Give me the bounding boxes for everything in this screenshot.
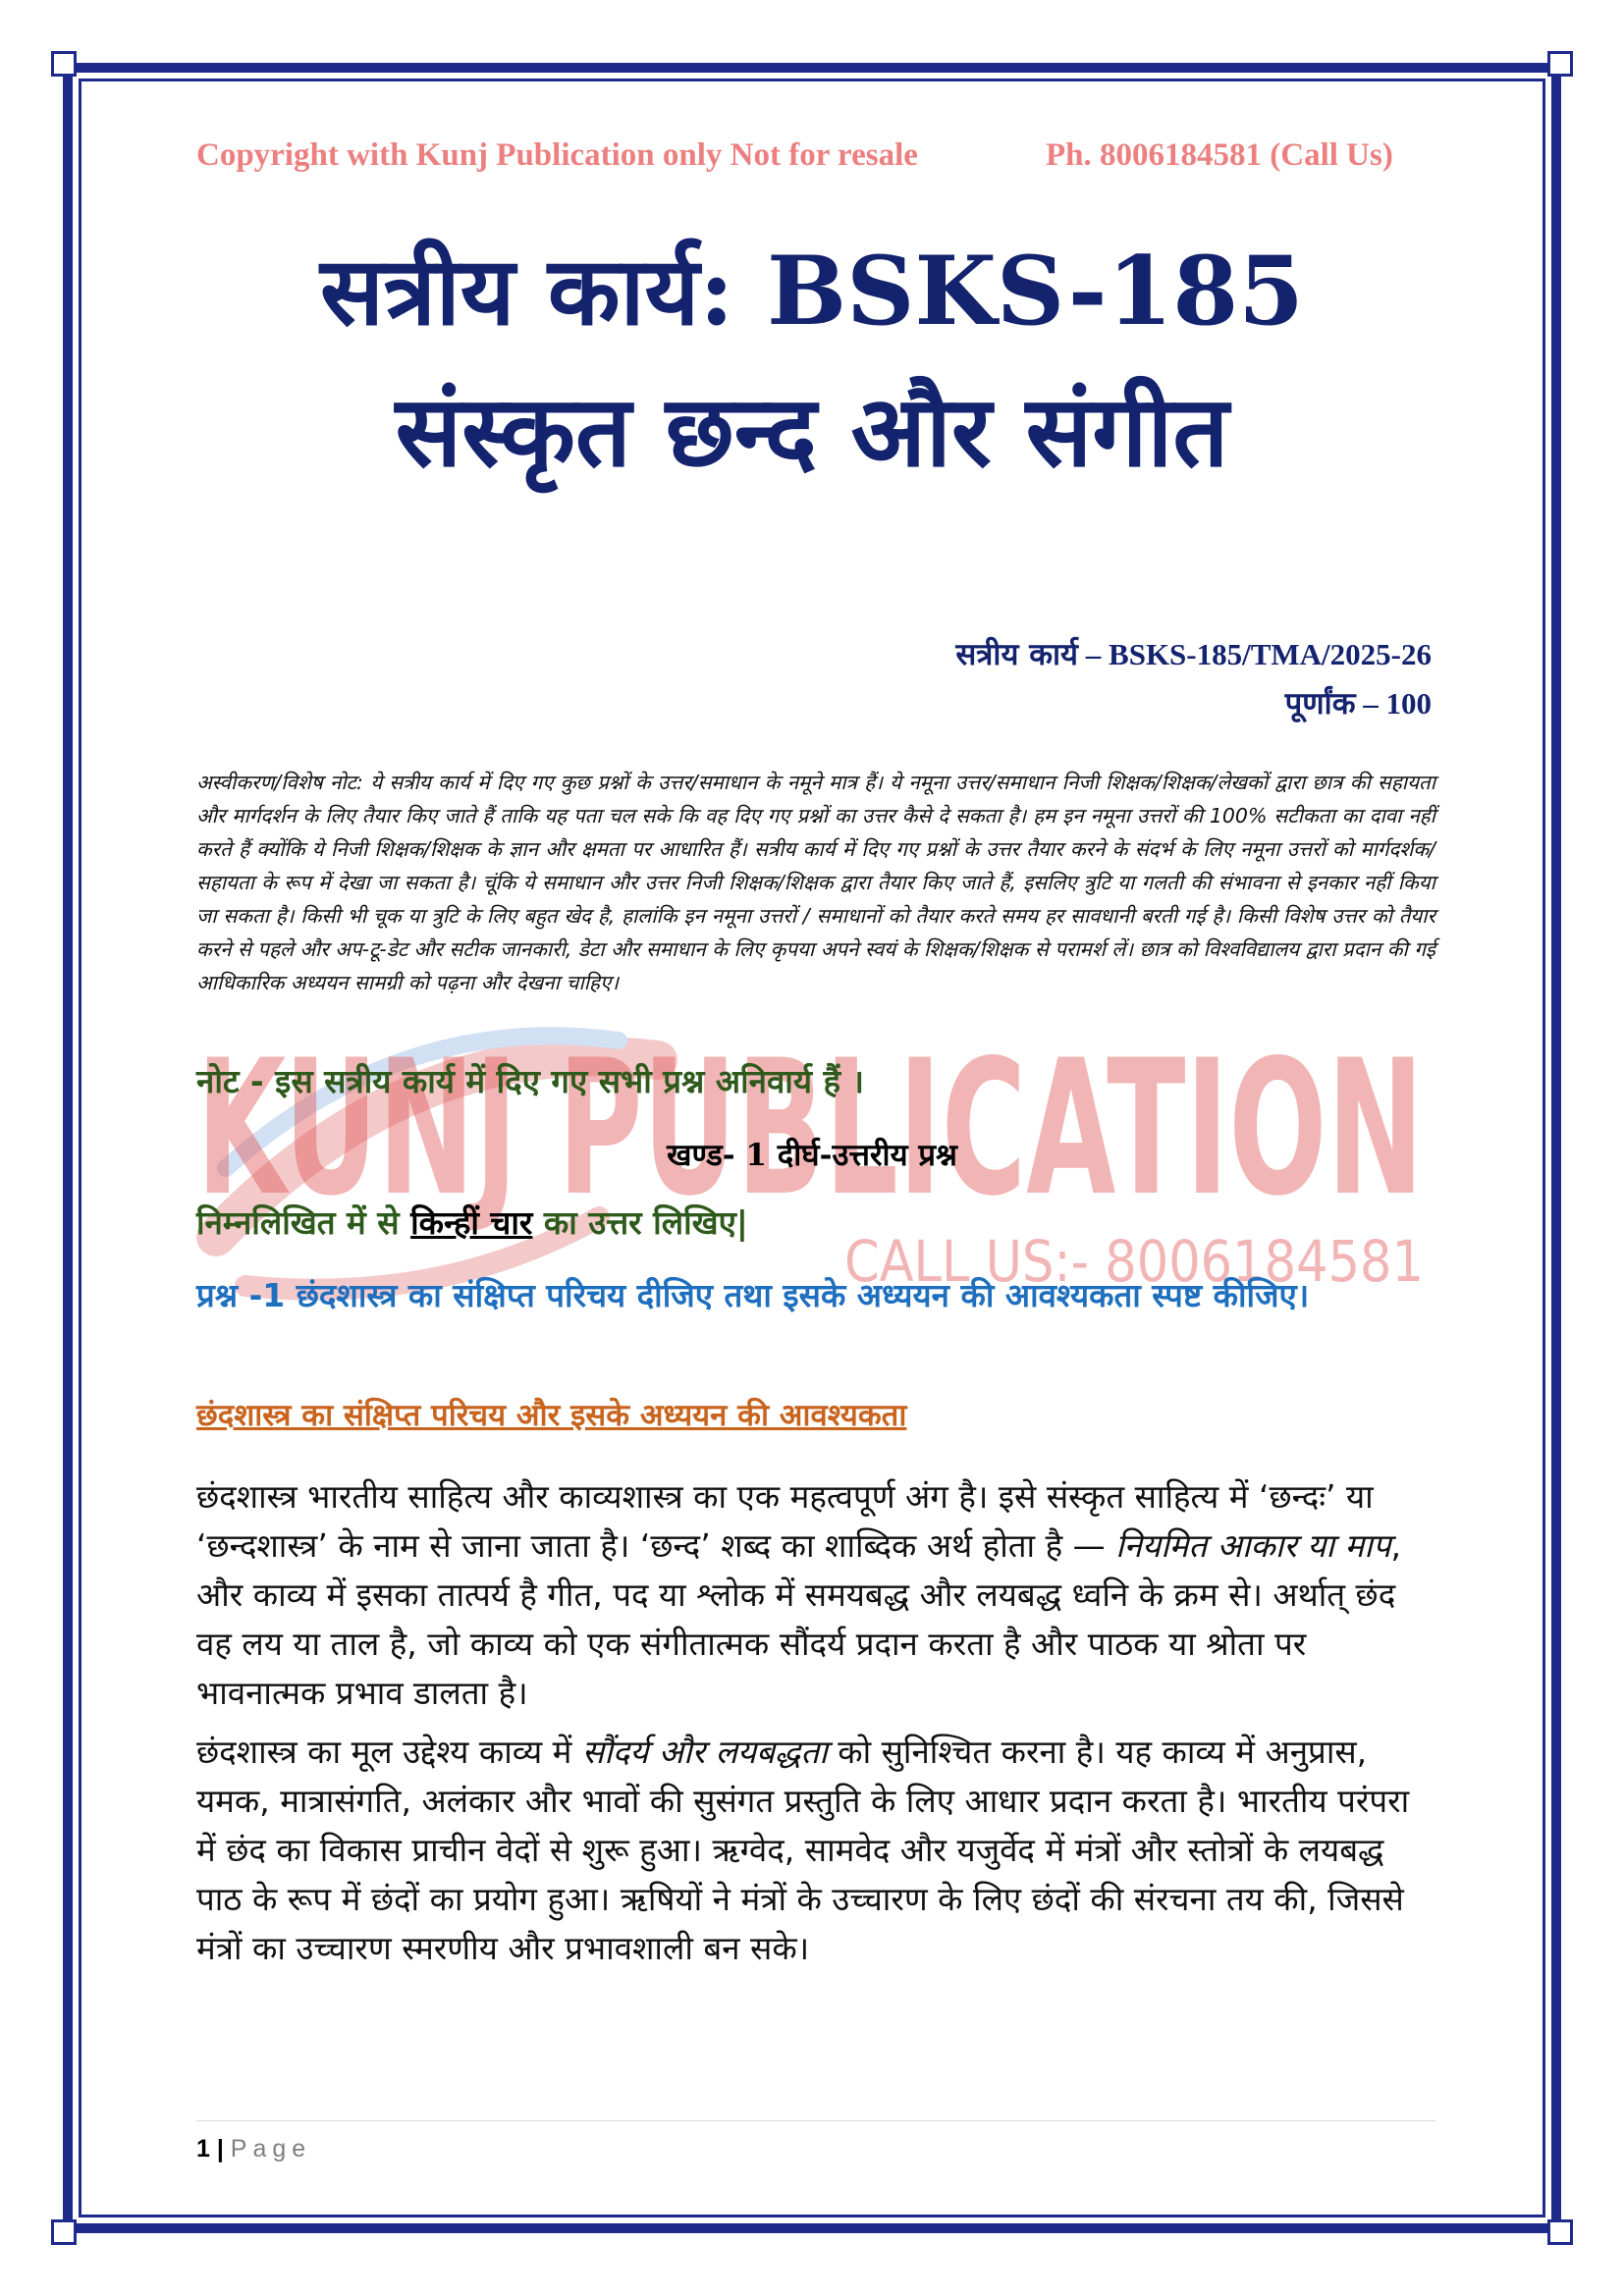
marks-label: पूर्णांक	[1284, 686, 1356, 721]
page-separator: |	[209, 2135, 231, 2163]
para1-emphasis: नियमित आकार या माप	[1115, 1526, 1391, 1565]
answer-heading: छंदशास्त्र का संक्षिप्त परिचय और इसके अध्ययन की आवश्यकता	[196, 1398, 907, 1433]
title-line-2: संस्कृत छन्द और संगीत	[395, 373, 1229, 489]
instruction-underlined: किन्हीं चार	[410, 1203, 533, 1242]
corner-ornament-bottom-left	[51, 2219, 77, 2245]
assignment-label: सत्रीय कार्य	[955, 637, 1079, 672]
answer-paragraph-2	[196, 1728, 1435, 1973]
instruction-line	[196, 1200, 748, 1244]
corner-ornament-top-left	[51, 51, 77, 77]
corner-ornament-top-right	[1547, 51, 1573, 77]
marks-value: – 100	[1355, 686, 1432, 721]
answer-paragraph-1	[196, 1472, 1435, 1718]
disclaimer-text: अस्वीकरण/विशेष नोट: ये सत्रीय कार्य में दिए गए कुछ प्रश्नों के उत्तर/समाधान के नमूने मात्र हैं। ये नमूना उत्तर/समाधान निजी शिक्षक/शिक्षक/लेखकों द्वारा छात्र की सहायता और मार्गदर्शन के लिए तैयार किए जाते हैं ताकि यह पता चल सके कि वह दिए गए प्रश्नों का उत्तर कैसे दे सकता है। हम इन नमूना उत्तरों की 100% सटीकता का दावा नहीं करते हैं क्योंकि ये निजी शिक्षक/शिक्षक के ज्ञान और क्षमता पर आधारित हैं। सत्रीय कार्य में दिए गए प्रश्नों के उत्तर तैयार करने के संदर्भ के लिए नमूना उत्तरों को मार्गदर्शक/सहायता के रूप में देखा जा सकता है। चूंकि ये समाधान और उत्तर निजी शिक्षक/शिक्षक द्वारा तैयार किए जाते हैं, इसलिए त्रुटि या गलती की संभावना से इनकार नहीं किया जा सकता है। किसी भी चूक या त्रुटि के लिए बहुत खेद है, हालांकि इन नमूना उत्तरों / समाधानों को तैयार करते समय हर सावधानी बरती गई है। किसी विशेष उत्तर को तैयार करने से पहले और अप-टू-डेट और सटीक जानकारी, डेटा और समाधान के लिए कृपया अपने स्वयं के शिक्षक/शिक्षक से परामर्श लें। छात्र को विश्वविद्यालय द्वारा प्रदान की गई आधिकारिक अध्ययन सामग्री को पढ़ना और देखना चाहिए।	[196, 771, 1435, 994]
para1-part2: , और काव्य में इसका तात्पर्य है गीत, पद या श्लोक में समयबद्ध और लयबद्ध ध्वनि के क्रम से। अर्थात् छंद वह लय या ताल है, जो काव्य को एक संगीतात्मक सौंदर्य प्रदान करता है और पाठक या श्रोता पर भावनात्मक प्रभाव डालता है।	[196, 1526, 1401, 1712]
instruction-after: का उत्तर लिखिए|	[532, 1203, 748, 1242]
title-line-1: सत्रीय कार्य: BSKS-185	[320, 236, 1304, 347]
footer-divider	[196, 2120, 1435, 2121]
watermark-brand-text: KUNJ PUBLICATION	[196, 1020, 1424, 1237]
copyright-text: Copyright with Kunj Publication only Not for resale	[196, 137, 918, 173]
copyright-line	[196, 137, 1434, 174]
phone-number: Ph. 8006184581 (Call Us)	[1046, 137, 1393, 173]
para2-part2: को सुनिश्चित करना है। यह काव्य में अनुप्रास, यमक, मात्रासंगति, अलंकार और भावों की सुसंगत प्रस्तुति के लिए आधार प्रदान करता है। भारतीय परंपरा में छंद का विकास प्राचीन वेदों से शुरू हुआ। ऋग्वेद, सामवेद और यजुर्वेद में मंत्रों और स्तोत्रों के लयबद्ध पाठ के रूप में छंदों का प्रयोग हुआ। ऋषियों ने मंत्रों के उच्चारण के लिए छंदों की संरचना तय की, जिससे मंत्रों का उच्चारण स्मरणीय और प्रभावशाली बन सके।	[196, 1733, 1410, 1967]
note-all-compulsory: नोट - इस सत्रीय कार्य में दिए गए सभी प्रश्न अनिवार्य हैं ।	[196, 1062, 864, 1100]
para1-part1: छंदशास्त्र भारतीय साहित्य और काव्यशास्त्र का एक महत्वपूर्ण अंग है। इसे संस्कृत साहित्य में ‘छन्दः’ या ‘छन्दशास्त्र’ के नाम से जाना जाता है। ‘छन्द’ शब्द का शाब्दिक अर्थ होता है —	[196, 1477, 1374, 1565]
page-footer	[196, 2135, 311, 2163]
section-heading: खण्ड- 1 दीर्घ-उत्तरीय प्रश्न	[667, 1138, 957, 1173]
para2-emphasis: सौंदर्य और लयबद्धता	[581, 1733, 828, 1771]
assignment-code	[955, 633, 1432, 674]
page-label: Page	[230, 2135, 312, 2163]
assignment-code-value: – BSKS-185/TMA/2025-26	[1078, 637, 1432, 671]
max-marks	[1285, 682, 1432, 723]
instruction-before: निम्नलिखित में से	[196, 1203, 411, 1242]
question-1: प्रश्न -1 छंदशास्त्र का संक्षिप्त परिचय दीजिए तथा इसके अध्ययन की आवश्यकता स्पष्ट कीजिए।	[196, 1276, 1310, 1314]
page-number: 1	[196, 2135, 210, 2163]
corner-ornament-bottom-right	[1547, 2219, 1573, 2245]
watermark-call-text: CALL US:- 8006184581	[844, 1228, 1424, 1295]
para2-part1: छंदशास्त्र का मूल उद्देश्य काव्य में	[196, 1733, 582, 1771]
